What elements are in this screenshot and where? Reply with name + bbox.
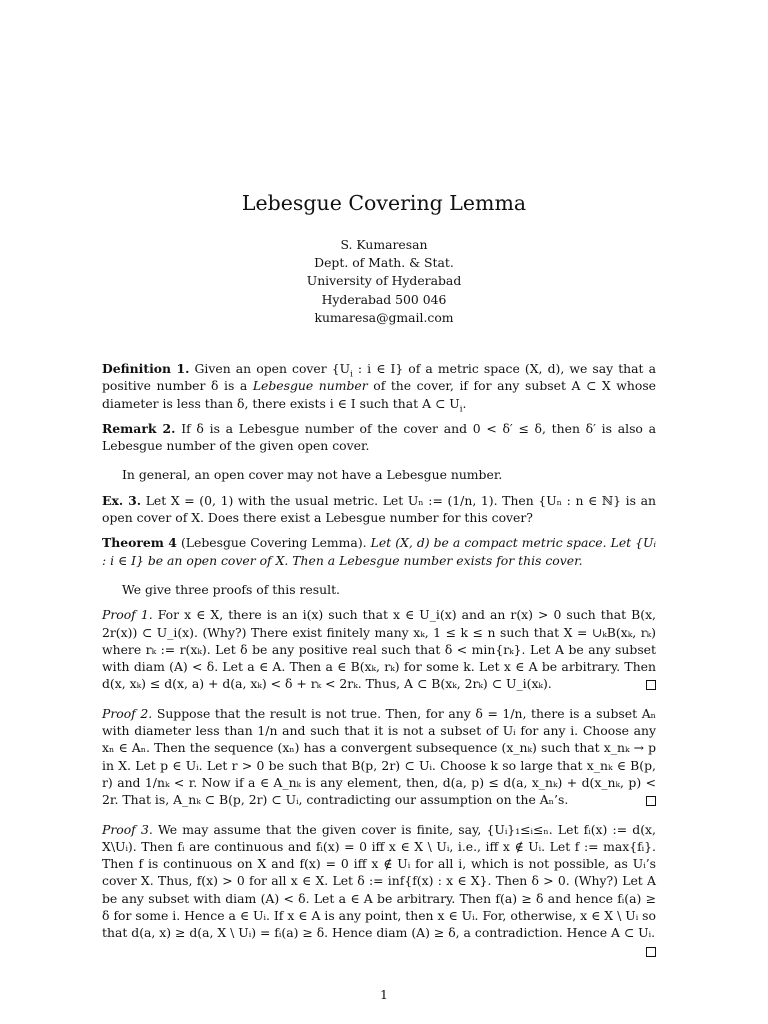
author-email: kumaresa@gmail.com xyxy=(314,309,454,325)
example-3 xyxy=(102,492,656,527)
qed-square-icon xyxy=(646,796,656,806)
theorem-name: (Lebesgue Covering Lemma). xyxy=(176,535,367,551)
definition-1: Definition 1. Given an open cover {$U_i$ : i ∈ I} of a metric space (X, d), we say that a positive number δ is a Lebesgue number of the cover, if for any subset A ⊂ X whose diameter is less than δ, there exists i ∈ I such that A ⊂ $U_i$. xyxy=(102,361,657,415)
paper-title: Lebesgue Covering Lemma xyxy=(241,191,527,215)
paper-body xyxy=(102,360,656,957)
proof-3 xyxy=(102,821,656,942)
proof-3-text: We may assume that the given cover is finite, say, {Uᵢ}₁≤ᵢ≤ₙ. Let fᵢ(x) := d(x, X\Uᵢ). Then fᵢ are continuous and fᵢ(x) = 0 iff x ∈ X \ Uᵢ, i.e., iff x ∉ Uᵢ. Let f := max{fᵢ}. Then f is continuous on X and f(x) = 0 iff x ∉ Uᵢ for all i, which is not possible, as Uᵢ’s cover X. Thus, f(x) > 0 for all x ∈ X. Let δ := inf{f(x) : x ∈ X}. Then δ > 0. (Why?) Let A be any subset with diam (A) < δ. Let a ∈ A be arbitrary. Then f(a) ≥ δ and hence fᵢ(a) ≥ δ for some i. Hence a ∈ Uᵢ. If x ∈ A is any point, then x ∈ Uᵢ. For, otherwise, x ∈ X \ Uᵢ so that d(a, x) ≥ d(a, X \ Uᵢ) = fᵢ(a) ≥ δ. Hence diam (A) ≥ δ, a contradiction. Hence A ⊂ Uᵢ. xyxy=(102,821,656,941)
author-department: Dept. of Math. & Stat. xyxy=(314,255,454,271)
theorem-4 xyxy=(102,534,656,569)
remark-label: Remark 2. xyxy=(102,420,176,436)
author-address: Hyderabad 500 046 xyxy=(321,291,447,307)
author-name: S. Kumaresan xyxy=(340,237,428,252)
three-proofs-intro: We give three proofs of this result. xyxy=(122,581,340,597)
proof-1-label: Proof 1. xyxy=(102,607,153,623)
definition-text-a: Given an open cover {U xyxy=(189,361,351,376)
author-university: University of Hyderabad xyxy=(306,273,462,289)
theorem-text: Let (X, d) be a compact metric space. Let {Uᵢ : i ∈ I} be an open cover of X. Then a Lebesgue number exists for this cover. xyxy=(102,535,656,568)
remark-text: If δ is a Lebesgue number of the cover and 0 < δ′ ≤ δ, then δ′ is also a Lebesgue number of the given open cover. xyxy=(102,420,657,454)
proof-1-text: For x ∈ X, there is an i(x) such that x ∈ U_i(x) and an r(x) > 0 such that B(x, 2r(x)) ⊂ U_i(x). (Why?) There exist finitely many xₖ, 1 ≤ k ≤ n such that X = ∪ₖB(xₖ, rₖ) where rₖ := r(xₖ). Let δ be any positive real such that δ < min{rₖ}. Let A be any subset with diam (A) < δ. Let a ∈ A. Then a ∈ B(xₖ, rₖ) for some k. Let x ∈ A be arbitrary. Then d(x, xₖ) ≤ d(x, a) + d(a, xₖ) < δ + rₖ < 2rₖ. Thus, A ⊂ B(xₖ, 2rₖ) ⊂ U_i(xₖ). xyxy=(102,607,657,692)
definition-term: Lebesgue number xyxy=(252,378,368,394)
remark-2 xyxy=(102,420,656,455)
definition-text-b: : i ∈ I} of a metric space (X, d), we say that a positive number δ is a xyxy=(102,361,656,394)
example-text: Let X = (0, 1) with the usual metric. Let Uₙ := (1/n, 1). Then {Uₙ : n ∈ ℕ} is an open cover of X. Does there exist a Lebesgue number for this cover? xyxy=(102,492,656,526)
proof-2-text: Suppose that the result is not true. Then, for any δ = 1/n, there is a subset Aₙ with diameter less than 1/n and such that it is not a subset of Uᵢ for any i. Choose any xₙ ∈ Aₙ. Then the sequence (xₙ) has a convergent subsequence (x_nₖ) such that x_nₖ → p in X. Let p ∈ Uᵢ. Let r > 0 be such that B(p, 2r) ⊂ Uᵢ. Choose k so large that x_nₖ ∈ B(p, r) and 1/nₖ < r. Now if a ∈ A_nₖ is any element, then, d(a, p) ≤ d(a, x_nₖ) + d(x_nₖ, p) < 2r. That is, A_nₖ ⊂ B(p, 2r) ⊂ Uᵢ, contradicting our assumption on the Aₙ’s. xyxy=(102,705,657,808)
definition-label: Definition 1. xyxy=(102,361,190,376)
theorem-label: Theorem 4 xyxy=(102,535,177,551)
proof-2-label: Proof 2. xyxy=(102,705,153,721)
proof-3-label: Proof 3. xyxy=(102,821,153,837)
definition-text-c: of the cover, if for any subset A ⊂ X whose diameter is less than δ, there exists i ∈ I such that A ⊂ U xyxy=(102,378,657,411)
proof-1 xyxy=(102,606,656,692)
qed-square-icon xyxy=(646,680,656,690)
page-number: 1 xyxy=(380,987,388,1002)
general-statement: In general, an open cover may not have a Lebesgue number. xyxy=(122,467,503,483)
qed-square-icon xyxy=(646,947,656,957)
author-block xyxy=(0,236,768,327)
proof-2 xyxy=(102,705,656,809)
example-label: Ex. 3. xyxy=(102,492,142,508)
